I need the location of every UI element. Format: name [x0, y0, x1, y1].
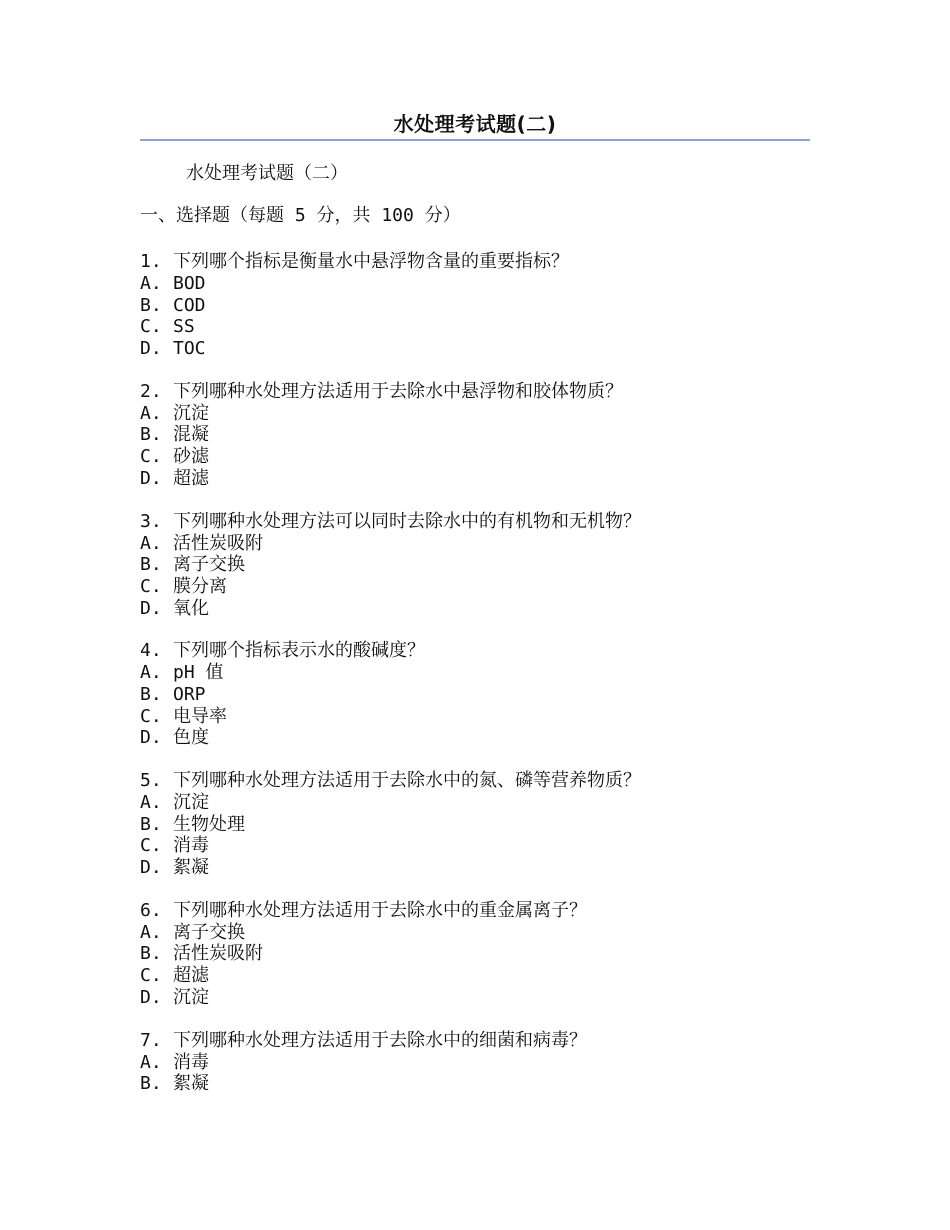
option-text: 沉淀: [173, 986, 209, 1008]
option-text: TOC: [173, 338, 206, 360]
question-text: [140, 1030, 810, 1052]
question-text: [140, 770, 810, 792]
option-key: C.: [140, 446, 162, 468]
option-item: [140, 295, 810, 317]
option-list: [140, 1052, 810, 1095]
option-list: [140, 403, 810, 490]
option-key: A.: [140, 662, 162, 684]
option-list: [140, 273, 810, 360]
option-key: D.: [140, 986, 162, 1008]
option-list: [140, 533, 810, 620]
option-item: [140, 857, 810, 879]
page-header-title: 水处理考试题(二): [393, 112, 557, 136]
option-key: C.: [140, 316, 162, 338]
option-item: [140, 1073, 810, 1095]
option-key: D.: [140, 597, 162, 619]
option-key: D.: [140, 338, 162, 360]
question-number: 7.: [140, 1029, 162, 1051]
question-text: [140, 900, 810, 922]
question-text: [140, 251, 810, 273]
option-text: 色度: [173, 727, 209, 749]
question-number: 6.: [140, 899, 162, 921]
option-key: B.: [140, 554, 162, 576]
option-item: [140, 662, 810, 684]
option-text: 消毒: [173, 835, 209, 857]
option-text: 活性炭吸附: [173, 532, 263, 554]
option-key: B.: [140, 424, 162, 446]
option-item: [140, 468, 810, 490]
option-text: pH 值: [173, 662, 224, 684]
option-text: 离子交换: [173, 921, 245, 943]
option-text: 电导率: [173, 705, 227, 727]
option-key: C.: [140, 705, 162, 727]
option-text: 砂滤: [173, 446, 209, 468]
option-key: A.: [140, 921, 162, 943]
option-item: [140, 835, 810, 857]
option-text: 沉淀: [173, 402, 209, 424]
question-number: 5.: [140, 770, 162, 791]
option-text: ORP: [173, 683, 206, 705]
option-key: A.: [140, 402, 162, 424]
option-item: [140, 965, 810, 987]
option-text: 沉淀: [173, 792, 209, 813]
option-text: 氧化: [173, 597, 209, 619]
option-key: D.: [140, 467, 162, 489]
question-stem: 下列哪种水处理方法适用于去除水中的氮、磷等营养物质？: [173, 770, 641, 791]
option-item: [140, 792, 810, 814]
document-body: [140, 160, 810, 1095]
question-5: [140, 770, 810, 879]
question-list: [140, 251, 810, 1095]
option-item: [140, 273, 810, 295]
question-stem: 下列哪个指标表示水的酸碱度？: [173, 640, 425, 662]
option-key: A.: [140, 792, 162, 813]
question-number: 4.: [140, 640, 162, 662]
option-item: [140, 446, 810, 468]
option-text: COD: [173, 294, 206, 316]
option-item: [140, 598, 810, 620]
option-item: [140, 316, 810, 338]
option-text: BOD: [173, 273, 206, 294]
question-2: [140, 381, 810, 490]
option-item: [140, 922, 810, 944]
option-list: [140, 922, 810, 1009]
option-item: [140, 338, 810, 360]
option-text: 离子交换: [173, 554, 245, 576]
question-stem: 下列哪种水处理方法适用于去除水中的细菌和病毒？: [173, 1029, 587, 1051]
option-item: [140, 943, 810, 965]
option-key: A.: [140, 1051, 162, 1073]
option-key: A.: [140, 273, 162, 294]
question-number: 3.: [140, 510, 162, 532]
question-stem: 下列哪种水处理方法适用于去除水中悬浮物和胶体物质？: [173, 380, 623, 402]
question-6: [140, 900, 810, 1009]
option-text: 膜分离: [173, 575, 227, 597]
option-key: C.: [140, 575, 162, 597]
option-text: 絮凝: [173, 1073, 209, 1095]
option-key: D.: [140, 727, 162, 749]
option-text: SS: [173, 316, 195, 338]
option-text: 混凝: [173, 424, 209, 446]
option-text: 絮凝: [173, 857, 209, 879]
question-stem: 下列哪个指标是衡量水中悬浮物含量的重要指标？: [173, 251, 569, 272]
question-1: [140, 251, 810, 360]
question-stem: 下列哪种水处理方法可以同时去除水中的有机物和无机物？: [173, 510, 641, 532]
question-text: [140, 511, 810, 533]
option-item: [140, 684, 810, 706]
question-stem: 下列哪种水处理方法适用于去除水中的重金属离子？: [173, 899, 587, 921]
option-key: C.: [140, 835, 162, 857]
document-subtitle: 水处理考试题（二）: [186, 163, 348, 184]
option-item: [140, 403, 810, 425]
option-list: [140, 662, 810, 749]
question-3: [140, 511, 810, 620]
option-item: [140, 554, 810, 576]
option-key: A.: [140, 532, 162, 554]
option-item: [140, 576, 810, 598]
option-key: B.: [140, 813, 162, 835]
option-key: D.: [140, 857, 162, 879]
option-key: C.: [140, 965, 162, 987]
option-item: [140, 987, 810, 1009]
question-text: [140, 640, 810, 662]
question-7: [140, 1030, 810, 1095]
option-key: B.: [140, 943, 162, 965]
option-item: [140, 727, 810, 749]
option-text: 消毒: [173, 1051, 209, 1073]
question-4: [140, 640, 810, 749]
option-text: 超滤: [173, 965, 209, 987]
section-heading: 一、选择题（每题 5 分，共 100 分）: [140, 205, 461, 226]
option-key: B.: [140, 1073, 162, 1095]
option-text: 生物处理: [173, 813, 245, 835]
option-text: 超滤: [173, 467, 209, 489]
question-text: [140, 381, 810, 403]
option-item: [140, 814, 810, 836]
option-item: [140, 424, 810, 446]
option-text: 活性炭吸附: [173, 943, 263, 965]
option-key: B.: [140, 294, 162, 316]
question-number: 1.: [140, 251, 162, 272]
question-number: 2.: [140, 380, 162, 402]
option-item: [140, 1052, 810, 1074]
header-divider: [140, 139, 810, 141]
option-item: [140, 706, 810, 728]
option-item: [140, 533, 810, 555]
option-key: B.: [140, 683, 162, 705]
option-list: [140, 792, 810, 879]
